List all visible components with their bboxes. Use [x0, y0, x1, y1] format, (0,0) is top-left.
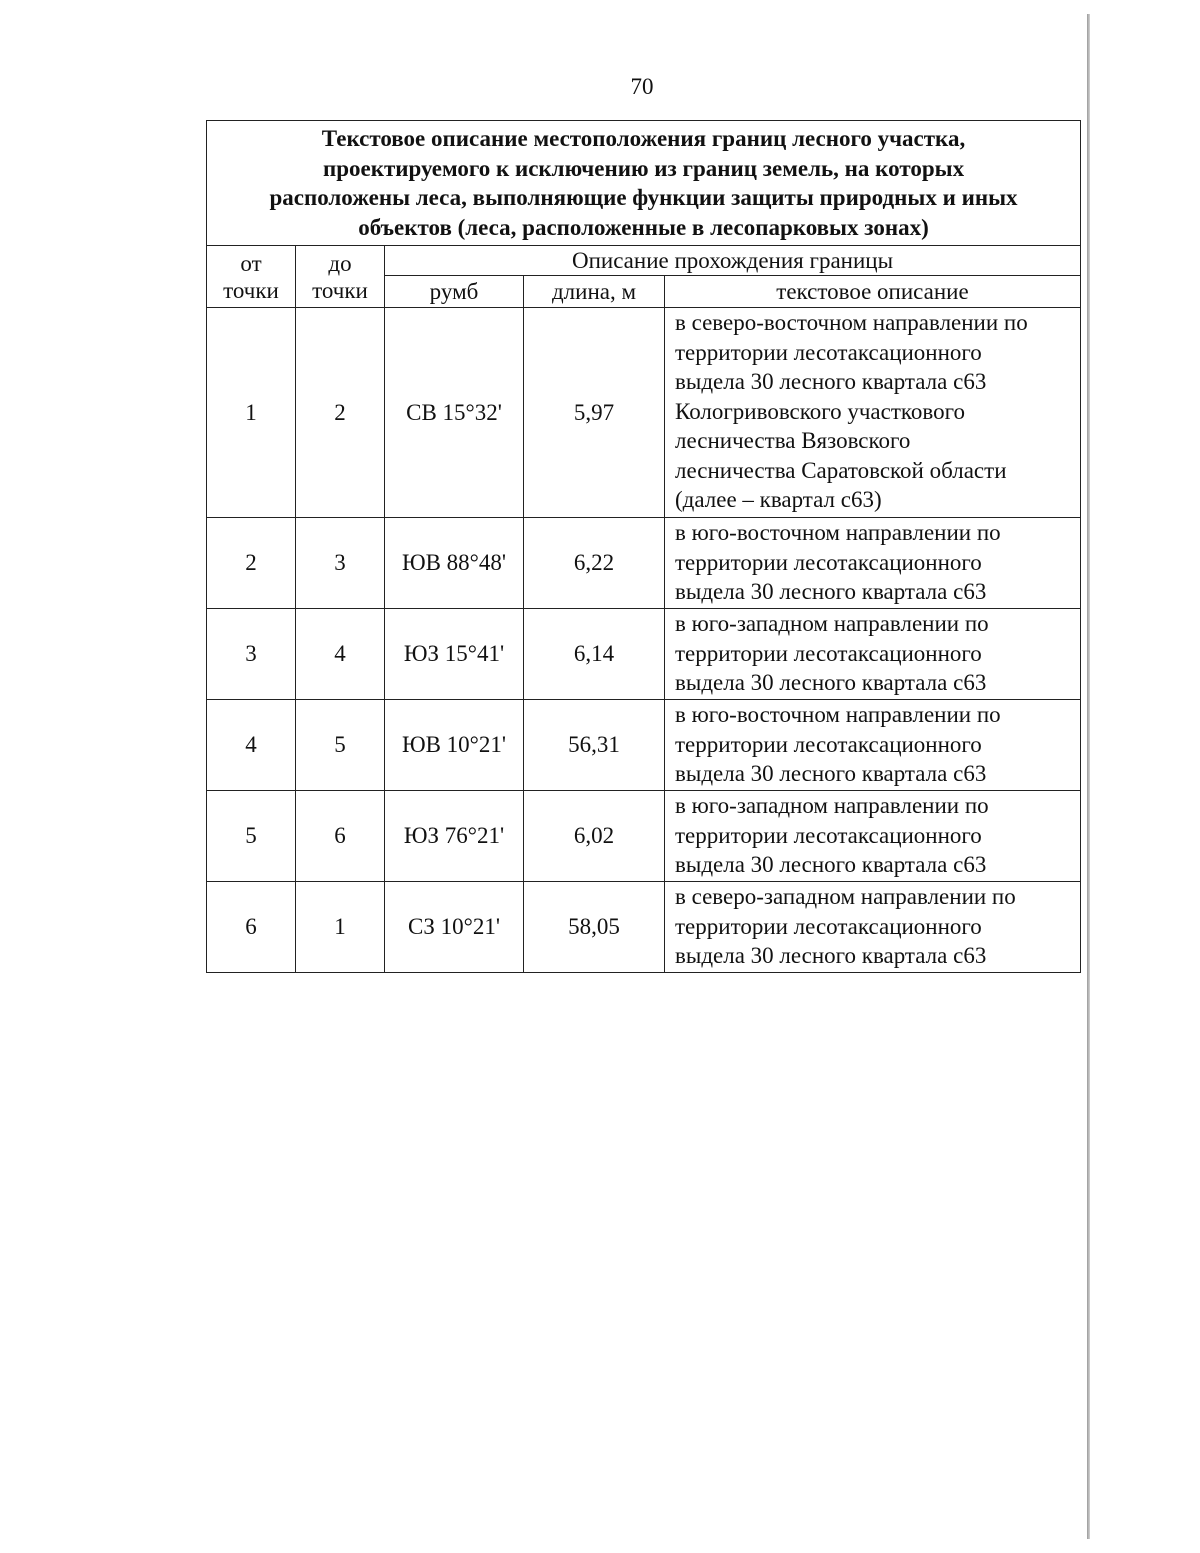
cell-length: 56,31 — [524, 700, 665, 791]
cell-description: в северо-восточном направлении по территории лесотаксационного выдела 30 лесного квартала с63 Кологривовского участкового лесничества Вязовского лесничества Саратовской области (далее – квартал с63) — [665, 308, 1081, 518]
cell-length: 6,02 — [524, 791, 665, 882]
page-number: 70 — [630, 74, 654, 99]
table-title-line: проектируемого к исключению из границ земель, на которых — [322, 155, 965, 181]
cell-from: 2 — [207, 518, 296, 609]
cell-from: 3 — [207, 609, 296, 700]
table-title-row — [207, 121, 1081, 246]
cell-from: 6 — [207, 882, 296, 973]
header-length: длина, м — [524, 276, 665, 308]
boundary-table — [206, 120, 1081, 973]
header-text-description: текстовое описание — [665, 276, 1081, 308]
table-row — [207, 518, 1081, 609]
header-row-1 — [207, 246, 1081, 276]
cell-description: в юго-западном направлении по территории лесотаксационного выдела 30 лесного квартала с63 — [665, 791, 1081, 882]
cell-to: 2 — [296, 308, 385, 518]
cell-bearing: ЮВ 88°48' — [385, 518, 524, 609]
cell-to: 6 — [296, 791, 385, 882]
cell-to: 3 — [296, 518, 385, 609]
cell-bearing: СВ 15°32' — [385, 308, 524, 518]
table-row — [207, 700, 1081, 791]
header-bearing: румб — [385, 276, 524, 308]
cell-to: 4 — [296, 609, 385, 700]
cell-from: 4 — [207, 700, 296, 791]
table-title-line: объектов (леса, расположенные в лесопарковых зонах) — [358, 214, 929, 240]
cell-description: в северо-западном направлении по территории лесотаксационного выдела 30 лесного квартала с63 — [665, 882, 1081, 973]
table-row — [207, 308, 1081, 518]
header-from-point: от точки — [207, 246, 296, 308]
cell-to: 5 — [296, 700, 385, 791]
cell-length: 5,97 — [524, 308, 665, 518]
table-row — [207, 609, 1081, 700]
cell-bearing: ЮВ 10°21' — [385, 700, 524, 791]
table-row — [207, 882, 1081, 973]
header-boundary-description: Описание прохождения границы — [385, 246, 1081, 276]
table-title-line: Текстовое описание местоположения границ лесного участка, — [321, 126, 966, 151]
cell-bearing: ЮЗ 15°41' — [385, 609, 524, 700]
cell-length: 58,05 — [524, 882, 665, 973]
cell-length: 6,14 — [524, 609, 665, 700]
cell-description: в юго-восточном направлении по территории лесотаксационного выдела 30 лесного квартала с63 — [665, 518, 1081, 609]
table-row — [207, 791, 1081, 882]
scan-edge-line — [1087, 14, 1090, 1539]
cell-length: 6,22 — [524, 518, 665, 609]
table-title-line: расположены леса, выполняющие функции защиты природных и иных — [269, 185, 1018, 210]
cell-description: в юго-восточном направлении по территории лесотаксационного выдела 30 лесного квартала с63 — [665, 700, 1081, 791]
cell-bearing: СЗ 10°21' — [385, 882, 524, 973]
cell-to: 1 — [296, 882, 385, 973]
cell-bearing: ЮЗ 76°21' — [385, 791, 524, 882]
table-title — [207, 121, 1081, 246]
cell-from: 5 — [207, 791, 296, 882]
cell-from: 1 — [207, 308, 296, 518]
cell-description: в юго-западном направлении по территории лесотаксационного выдела 30 лесного квартала с63 — [665, 609, 1081, 700]
header-to-point: до точки — [296, 246, 385, 308]
